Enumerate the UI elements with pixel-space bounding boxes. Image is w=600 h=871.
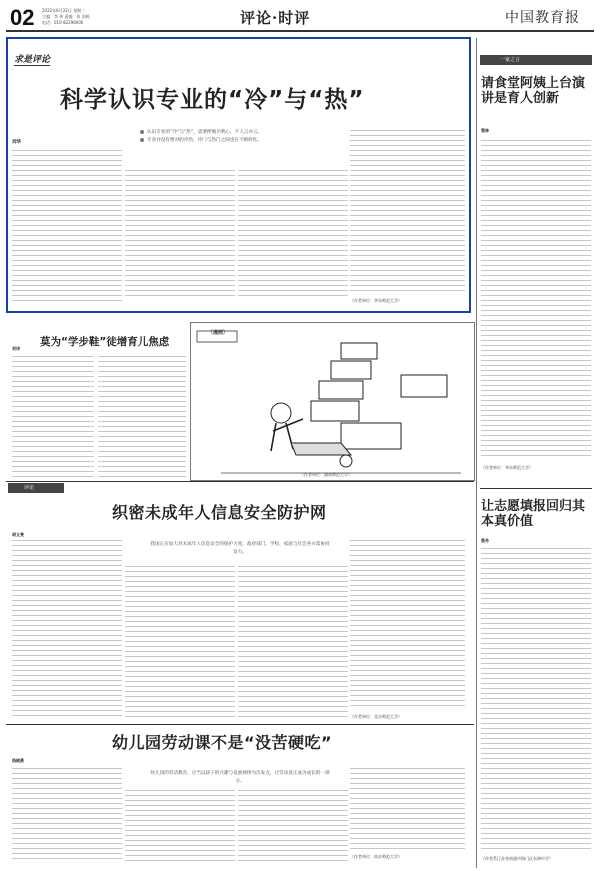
lower-caption: （作者单位：北京师范大学） [350,714,402,719]
summary-point [140,129,320,137]
cartoon-drawing [191,323,474,480]
issue-meta-line: 电话：010-82296000 [42,20,84,25]
bullet-icon [140,130,144,134]
lower-article-title[interactable]: 幼儿园劳动课不是“没苦硬吃” [112,733,333,752]
lower-body-text [125,790,235,862]
cartoon-illustration [190,322,475,481]
right-body-text [481,140,591,460]
right-article-caption: （作者单位：华东师范大学） [481,465,533,470]
right-body-text [481,548,591,850]
page-number: 02 [10,5,35,30]
right-article-caption: （作者系江苏省南通市海门区东洲中学） [481,856,553,861]
issue-meta-line: 2022年6月22日 星期三 [42,8,86,13]
right-column-tag: 一家之言 [480,55,592,65]
lower-body-text [238,566,348,718]
lower-article-author: 胡义亮 [12,532,24,537]
featured-body-text [125,170,235,300]
lower-body-text [125,566,235,718]
middle-article-title[interactable]: 莫为“学步鞋”徒增育儿焦虑 [40,336,170,348]
column-label: 求是评论 [14,52,50,66]
right-article-author: 蔡林 [481,128,489,133]
cartoon-label: 〔漫画〕 [208,330,229,336]
middle-body-text [12,356,94,478]
featured-body-text [12,150,122,305]
header-rule [6,30,594,32]
lower-body-text [12,540,122,718]
column-divider [476,38,477,868]
featured-body-text [350,130,465,295]
summary-point-text: 认识专业的“冷”与“热”，需要摆脱功利心，不人云亦云。 [147,130,263,135]
lower-body-text [350,540,465,710]
lower-body-text [350,768,465,850]
lower-summary: 幼儿园的劳动教育，应当以孩子的兴趣与发展规律为出发点，让劳动真正成为成长的一部分。 [150,771,330,784]
divider [480,488,592,489]
issue-meta [42,8,152,26]
issue-meta-line: 主编：李 伟 责编：张 国栋 [42,14,90,19]
lower-body-text [12,768,122,863]
lower-body-text [238,790,348,862]
right-article-author: 蔡舟 [481,538,489,543]
newspaper-logo: 中国教育报 [505,10,580,26]
summary-point-text: 专业并没有绝对的冷热，冷门与热门之间也在不断转化。 [147,138,262,143]
section-title: 评论·时评 [240,9,311,27]
summary-point [140,137,320,145]
lower-section-tag: 评论 [8,483,64,493]
lower-summary: 我国正在加大对未成年人信息安全的保护力度，政府部门、学校、家庭与社会各方需协同发力。 [150,542,330,555]
featured-body-text [238,170,348,300]
middle-body-text [98,356,186,478]
right-article-title[interactable]: 请食堂阿姨上台演讲是育人创新 [481,76,586,106]
cartoon-caption: （作者单位：湖南师范大学） [300,472,352,477]
divider [6,724,474,725]
featured-article-title[interactable]: 科学认识专业的“冷”与“热” [60,87,365,113]
divider [6,481,474,482]
featured-summary [140,129,320,145]
lower-article-title[interactable]: 织密未成年人信息安全防护网 [112,503,327,522]
middle-article-author: 刘诗 [12,346,20,351]
lower-caption: （作者单位：南京师范大学） [350,854,402,859]
lower-article-author: 钱晓燕 [12,758,24,763]
right-article-title[interactable]: 让志愿填报回归其本真价值 [481,499,586,529]
featured-caption: （作者单位：华东师范大学） [350,298,402,303]
featured-author: 刘华 [12,140,21,145]
bullet-icon [140,138,144,142]
